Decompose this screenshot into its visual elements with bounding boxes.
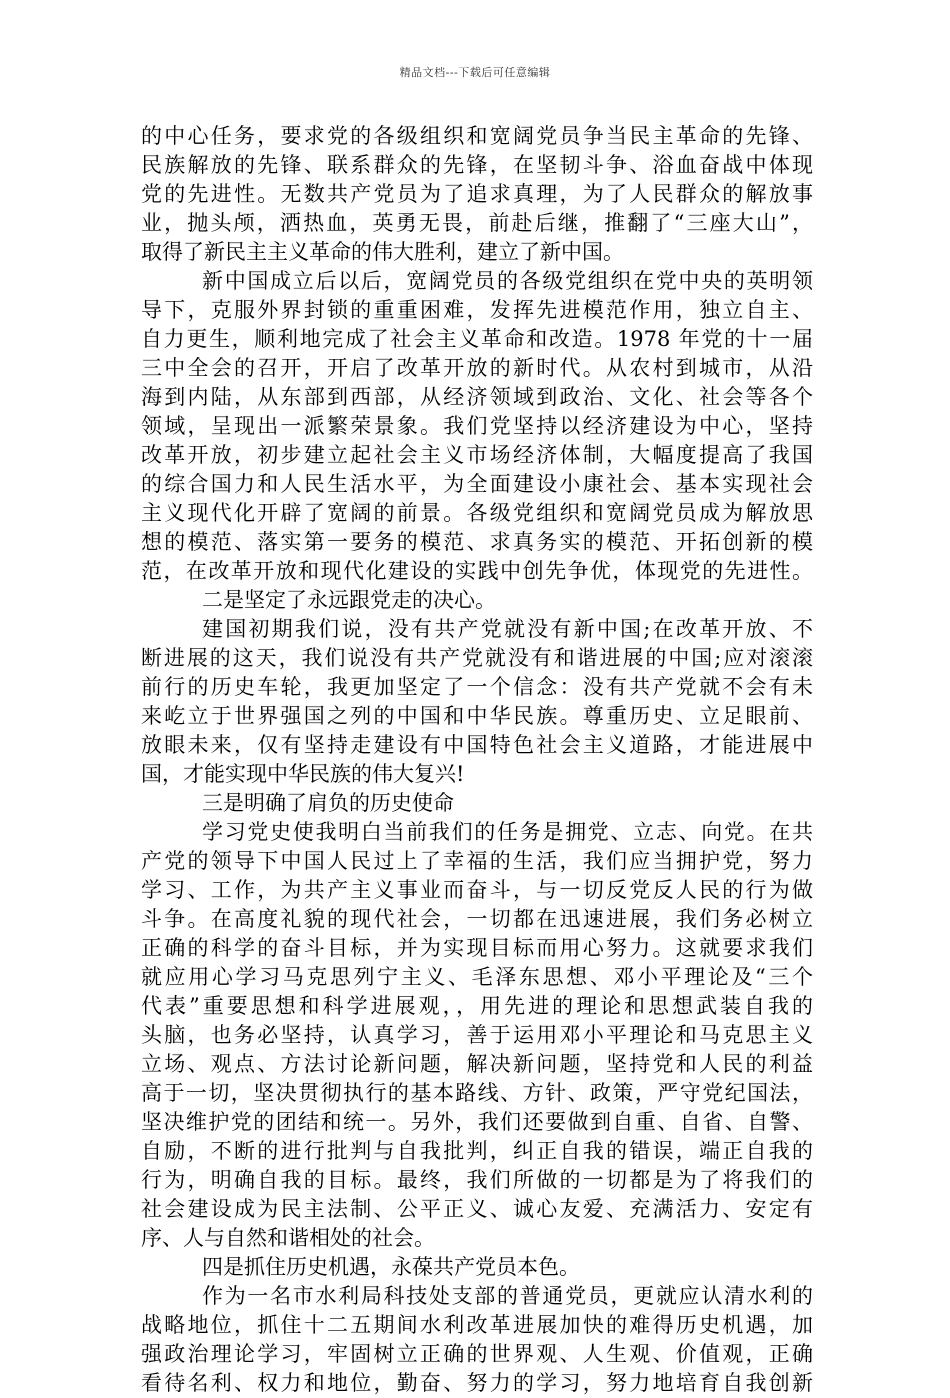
text-line: 序、人与自然和谐相处的社会。 — [141, 1226, 435, 1250]
text-line: 自力更生，顺利地完成了社会主义革命和改造。1978 年党的十一届 — [141, 327, 813, 351]
text-line: 产党的领导下中国人民过上了幸福的生活，我们应当拥护党，努力 — [141, 849, 813, 873]
text-line: 国，才能实现中华民族的伟大复兴! — [141, 762, 465, 786]
text-line: 战略地位，抓住十二五期间水利改革进展加快的难得历史机遇，加 — [141, 1313, 813, 1337]
text-line: 斗争。在高度礼貌的现代社会，一切都在迅速进展，我们务必树立 — [141, 907, 813, 931]
text-line: 就应用心学习马克思列宁主义、毛泽东思想、邓小平理论及“三个 — [141, 965, 813, 989]
text-line: 取得了新民主主义革命的伟大胜利，建立了新中国。 — [141, 240, 624, 264]
text-line: 作为一名市水利局科技处支部的普通党员，更就应认清水利的 — [202, 1284, 813, 1308]
text-line: 的综合国力和人民生活水平，为全面建设小康社会、基本实现社会 — [141, 472, 813, 496]
text-line: 断进展的这天，我们说没有共产党就没有和谐进展的中国;应对滚滚 — [141, 646, 813, 670]
text-line: 学习、工作，为共产主义事业而奋斗，与一切反党反人民的行为做 — [141, 878, 813, 902]
text-line: 自励，不断的进行批判与自我批判，纠正自我的错误，端正自我的 — [141, 1139, 813, 1163]
text-line: 代表”重要思想和科学进展观，，用先进的理论和思想武装自我的 — [141, 994, 813, 1018]
text-line: 民族解放的先锋、联系群众的先锋，在坚韧斗争、浴血奋战中体现 — [141, 153, 813, 177]
text-line: 二是坚定了永远跟党走的决心。 — [202, 588, 496, 612]
text-line: 头脑，也务必坚持，认真学习，善于运用邓小平理论和马克思主义 — [141, 1023, 813, 1047]
text-line: 想的模范、落实第一要务的模范、求真务实的模范、开拓创新的模 — [141, 530, 813, 554]
page-header: 精品文档---下载后可任意编辑 — [399, 66, 551, 79]
text-line: 强政治理论学习，牢固树立正确的世界观、人生观、价值观，正确 — [141, 1342, 813, 1366]
text-line: 海到内陆，从东部到西部，从经济领域到政治、文化、社会等各个 — [141, 385, 813, 409]
text-line: 三是明确了肩负的历史使命 — [202, 791, 454, 815]
text-line: 看待名利、权力和地位，勤奋、努力的学习，努力地培育自我创新 — [141, 1371, 813, 1395]
text-line: 高于一切，坚决贯彻执行的基本路线、方针、政策，严守党纪国法， — [141, 1081, 813, 1105]
text-line: 学习党史使我明白当前我们的任务是拥党、立志、向党。在共 — [202, 820, 813, 844]
text-line: 导下，克服外界封锁的重重困难，发挥先进模范作用，独立自主、 — [141, 298, 813, 322]
text-line: 前行的历史车轮，我更加坚定了一个信念：没有共产党就不会有未 — [141, 675, 813, 699]
text-line: 主义现代化开辟了宽阔的前景。各级党组织和宽阔党员成为解放思 — [141, 501, 813, 525]
text-line: 四是抓住历史机遇，永葆共产党员本色。 — [202, 1255, 580, 1279]
text-line: 业，抛头颅，洒热血，英勇无畏，前赴后继，推翻了“三座大山”， — [141, 211, 813, 235]
text-line: 坚决维护党的团结和统一。另外，我们还要做到自重、自省、自警、 — [141, 1110, 813, 1134]
document-body — [141, 122, 813, 1398]
text-line: 放眼未来，仅有坚持走建设有中国特色社会主义道路，才能进展中 — [141, 733, 813, 757]
text-line: 社会建设成为民主法制、公平正义、诚心友爱、充满活力、安定有 — [141, 1197, 813, 1221]
text-line: 范，在改革开放和现代化建设的实践中创先争优，体现党的先进性。 — [141, 559, 813, 583]
text-line: 立场、观点、方法讨论新问题，解决新问题，坚持党和人民的利益 — [141, 1052, 813, 1076]
text-line: 改革开放，初步建立起社会主义市场经济体制，大幅度提高了我国 — [141, 443, 813, 467]
text-line: 的中心任务，要求党的各级组织和宽阔党员争当民主革命的先锋、 — [141, 124, 813, 148]
text-line: 行为，明确自我的目标。最终，我们所做的一切都是为了将我们的 — [141, 1168, 813, 1192]
text-line: 来屹立于世界强国之列的中国和中华民族。尊重历史、立足眼前、 — [141, 704, 813, 728]
text-line: 党的先进性。无数共产党员为了追求真理，为了人民群众的解放事 — [141, 182, 813, 206]
text-line: 建国初期我们说，没有共产党就没有新中国;在改革开放、不 — [202, 617, 813, 641]
text-line: 新中国成立后以后，宽阔党员的各级党组织在党中央的英明领 — [202, 269, 813, 293]
text-line: 领域，呈现出一派繁荣景象。我们党坚持以经济建设为中心，坚持 — [141, 414, 813, 438]
text-line: 三中全会的召开，开启了改革开放的新时代。从农村到城市，从沿 — [141, 356, 813, 380]
text-line: 正确的科学的奋斗目标，并为实现目标而用心努力。这就要求我们 — [141, 936, 813, 960]
